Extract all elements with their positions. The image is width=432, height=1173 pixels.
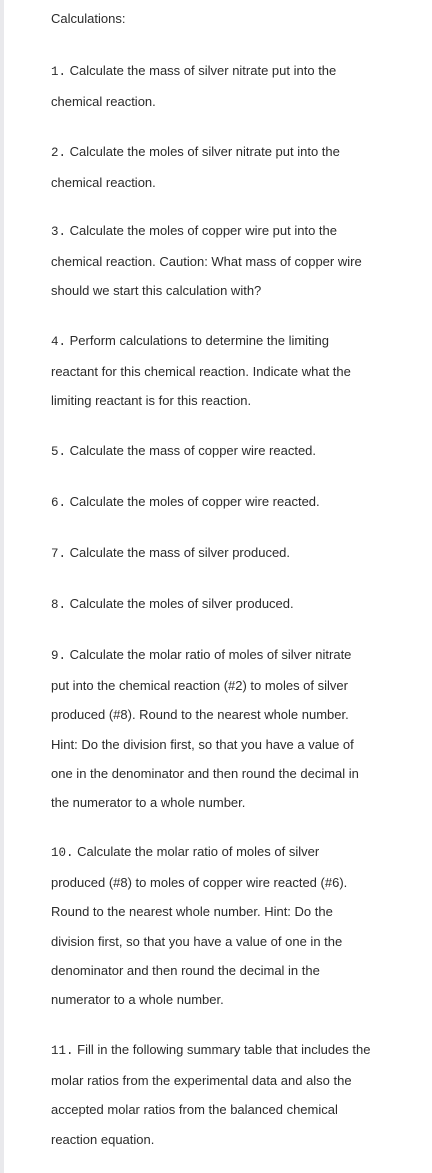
- question-line: put into the chemical reaction (#2) to moles of silver: [51, 678, 348, 694]
- question-number: 10.: [51, 846, 74, 860]
- question-text: Calculate the mass of silver produced.: [66, 545, 291, 560]
- question-number: 9.: [51, 649, 67, 663]
- question-number: 3.: [51, 225, 67, 239]
- question-number: 6.: [51, 496, 67, 510]
- question-line: denominator and then round the decimal in the: [51, 962, 320, 978]
- question-line: numerator to a whole number.: [51, 992, 224, 1008]
- question-line: chemical reaction.: [51, 175, 156, 191]
- question-line: [51, 1035, 421, 1066]
- question-line: [51, 216, 421, 247]
- question-number: 1.: [51, 65, 67, 79]
- question-text: Calculate the moles of copper wire put into the: [66, 223, 337, 238]
- question-line: [51, 137, 421, 168]
- question-line: [51, 56, 421, 87]
- question-line: one in the denominator and then round the decimal in: [51, 765, 359, 781]
- calculations-heading: Calculations:: [51, 11, 126, 26]
- question-text: Calculate the moles of silver nitrate put into the: [66, 144, 340, 159]
- question-line: [51, 640, 421, 671]
- question-text: Calculate the moles of silver produced.: [66, 596, 294, 611]
- question-10: [51, 837, 421, 1014]
- question-6: [51, 487, 421, 518]
- question-number: 8.: [51, 598, 67, 612]
- question-line: reactant for this chemical reaction. Indicate what the: [51, 364, 351, 380]
- question-4: [51, 326, 421, 416]
- question-3: [51, 216, 421, 306]
- page-left-border: [0, 0, 4, 1173]
- question-line: molar ratios from the experimental data and also the: [51, 1073, 352, 1089]
- question-number: 5.: [51, 445, 67, 459]
- question-line: should we start this calculation with?: [51, 283, 262, 299]
- question-line: Hint: Do the division first, so that you have a value of: [51, 736, 354, 752]
- question-text: Calculate the molar ratio of moles of silver: [73, 844, 320, 859]
- question-line: [51, 589, 421, 620]
- question-number: 2.: [51, 146, 67, 160]
- question-text: Calculate the mass of copper wire reacted.: [66, 443, 317, 458]
- question-11: [51, 1035, 421, 1154]
- question-line: chemical reaction.: [51, 94, 156, 110]
- question-1: [51, 56, 421, 116]
- question-7: [51, 538, 421, 569]
- question-line: [51, 436, 421, 467]
- question-line: [51, 487, 421, 518]
- question-line: chemical reaction. Caution: What mass of copper wire: [51, 254, 362, 270]
- question-text: Fill in the following summary table that includes the: [73, 1042, 371, 1057]
- question-line: [51, 326, 421, 357]
- question-line: [51, 538, 421, 569]
- question-text: Calculate the molar ratio of moles of silver nitrate: [66, 647, 352, 662]
- question-text: Calculate the moles of copper wire reacted.: [66, 494, 320, 509]
- question-9: [51, 640, 421, 817]
- question-number: 7.: [51, 547, 67, 561]
- question-number: 4.: [51, 335, 67, 349]
- question-2: [51, 137, 421, 197]
- question-line: division first, so that you have a value of one in the: [51, 933, 343, 949]
- question-text: Perform calculations to determine the limiting: [66, 333, 330, 348]
- question-line: produced (#8) to moles of copper wire reacted (#6).: [51, 875, 348, 891]
- question-line: accepted molar ratios from the balanced chemical: [51, 1102, 338, 1118]
- question-8: [51, 589, 421, 620]
- question-line: reaction equation.: [51, 1131, 155, 1147]
- question-line: [51, 837, 421, 868]
- question-line: produced (#8). Round to the nearest whole number.: [51, 707, 349, 723]
- question-line: limiting reactant is for this reaction.: [51, 393, 252, 409]
- question-line: the numerator to a whole number.: [51, 795, 246, 811]
- question-line: Round to the nearest whole number. Hint: Do the: [51, 904, 333, 920]
- question-text: Calculate the mass of silver nitrate put into the: [66, 63, 337, 78]
- question-5: [51, 436, 421, 467]
- question-number: 11.: [51, 1044, 74, 1058]
